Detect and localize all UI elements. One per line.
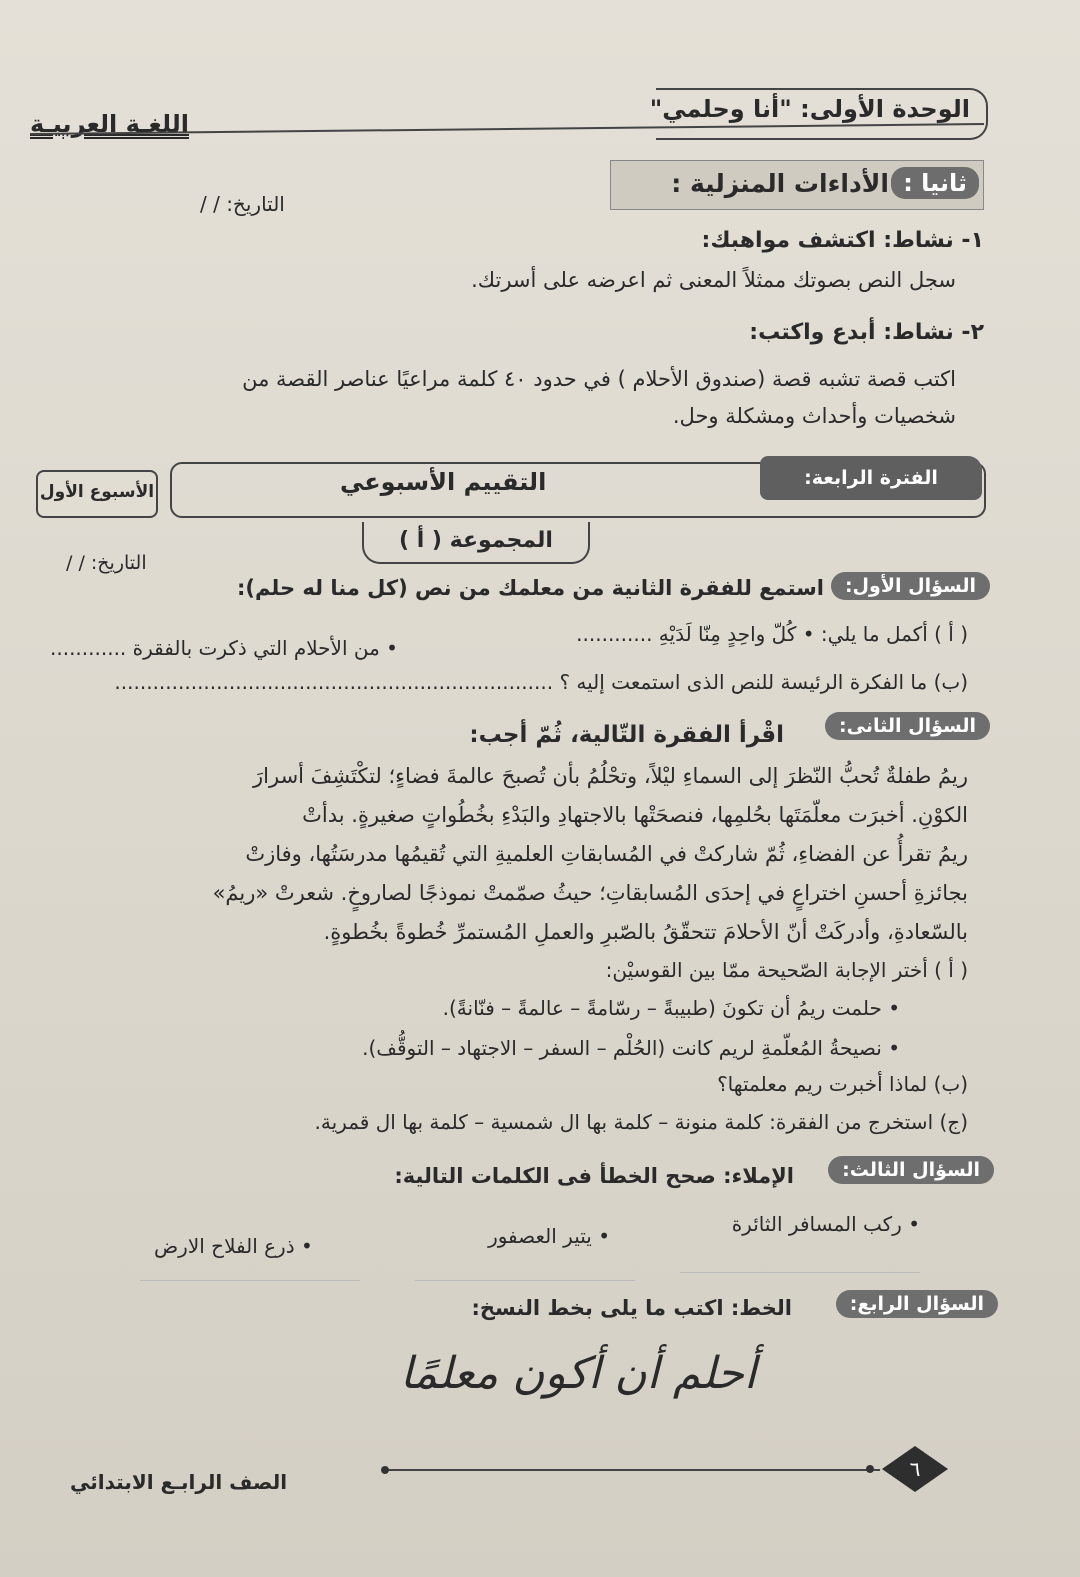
activity1-title: ١- نشاط: اكتشف مواهبك: (701, 228, 984, 253)
q2-passage-line5: بالسّعادةِ، وأدركَتْ أنّ الأحلامَ تتحقّقُ بالصّبرِ والعملِ المُستمرِّ خُطوةً بخُطوةٍ. (323, 920, 968, 944)
week-badge: الأسبوع الأول (36, 470, 158, 518)
q1-a-part2: • من الأحلام التي ذكرت بالفقرة ............ (50, 636, 398, 660)
q3-word2: • يتير العصفور (488, 1224, 610, 1248)
page-number: ٦ (909, 1457, 921, 1481)
q2-a-item2: • نصيحةُ المُعلّمةِ لريم كانت (الحُلْم – السفر – الاجتهاد – التوقُّف). (362, 1036, 900, 1060)
homework-section-title: الأداءات المنزلية : (671, 169, 889, 198)
q1-label: السؤال الأول: (831, 572, 990, 600)
activity2-line2: شخصيات وأحداث ومشكلة وحل. (672, 404, 956, 428)
activity2-title: ٢- نشاط: أبدع واكتب: (749, 320, 984, 345)
homework-section-box (610, 160, 984, 210)
q4-label: السؤال الرابع: (836, 1290, 998, 1318)
q1-b-line: (ب) ما الفكرة الرئيسة للنص الذى استمعت إليه ؟ ..................................................................... (114, 670, 968, 694)
footer-dot-left (381, 1466, 389, 1474)
grade-label: الصف الرابـع الابتدائي (70, 1470, 288, 1494)
q1-prompt: استمع للفقرة الثانية من معلمك من نص (كل منا له حلم): (236, 576, 824, 600)
q3-label: السؤال الثالث: (828, 1156, 994, 1184)
q2-a-title: ( أ ) أختر الإجابة الصّحيحة ممّا بين القوسيْن: (605, 958, 968, 982)
q2-passage-line4: بجائزةِ أحسنِ اختراعٍ في إحدَى المُسابقاتِ؛ حيثُ صمّمتْ نموذجًا لصاروخٍ. شعرتْ «ريمُ» (212, 881, 968, 905)
q3-word1: • ركب المسافر الثائرة (731, 1212, 920, 1236)
activity2-line1: اكتب قصة تشبه قصة (صندوق الأحلام ) في حدود ٤٠ كلمة مراعيًا عناصر القصة من (242, 367, 956, 391)
q2-prompt: اقْرأ الفقرة التّالية، ثُمّ أجب: (469, 722, 784, 748)
q3-answer-line3 (140, 1280, 360, 1281)
homework-date: التاريخ: / / (200, 192, 285, 216)
homework-section-number: ثانيا : (891, 167, 979, 199)
q1-a-part1: ( أ ) أكمل ما يلي: • كُلّ واحِدٍ مِنّا لَدَيْهِ ............ (576, 622, 968, 646)
q3-prompt: الإملاء: صحح الخطأ فى الكلمات التالية: (394, 1164, 794, 1188)
footer-dot-right (866, 1465, 874, 1473)
period-label: الفترة الرابعة: (760, 456, 982, 500)
q2-passage-line1: ريمُ طفلةٌ تُحبُّ النّظرَ إلى السماءِ ليْلاً، وتحْلُمُ بأن تُصبحَ عالمةَ فضاءٍ؛ لتكْتَشِفَ أسرارَ (253, 764, 968, 788)
page-number-badge (880, 1444, 950, 1494)
activity1-text: سجل النص بصوتك ممثلاً المعنى ثم اعرضه على أسرتك. (471, 268, 956, 292)
q2-b-line: (ب) لماذا أخبرت ريم معلمتها؟ (717, 1072, 968, 1096)
q2-label: السؤال الثانى: (825, 712, 990, 740)
q3-answer-line2 (415, 1280, 635, 1281)
unit-title: الوحدة الأولى: "أنا وحلمي" (649, 95, 970, 123)
assessment-date: التاريخ: / / (66, 552, 147, 574)
q3-answer-line1 (680, 1272, 920, 1273)
subject-title: اللغـة العربيـة (30, 110, 189, 138)
q2-passage-line2: الكوْنِ. أخبرَت معلّمَتَها بحُلمِها، فنصحَتْها بالاجتهادِ والبَدْءِ بخُطُواتٍ صغيرةٍ. بدأتْ (302, 803, 968, 827)
q2-a-item1: • حلمت ريمُ أن تكونَ (طبيبةً – رسّامةً – عالمةً – فنّانةً). (442, 996, 900, 1020)
group-label: المجموعة ( أ ) (362, 522, 590, 564)
q2-passage-line3: ريمُ تقرأُ عن الفضاءِ، ثُمّ شاركتْ في المُسابقاتِ العلميةِ التي تُقيمُها مدرسَتُها، وفازتْ (245, 842, 968, 866)
q3-word3: • ذرع الفلاح الارض (154, 1234, 313, 1258)
assessment-title: التقييم الأسبوعي (340, 468, 547, 496)
handwriting-sample: أحلم أن أكون معلمًا (400, 1348, 757, 1399)
footer-divider (385, 1469, 880, 1471)
q2-c-line: (ج) استخرج من الفقرة: كلمة منونة – كلمة بها ال شمسية – كلمة بها ال قمرية. (314, 1110, 968, 1134)
q4-prompt: الخط: اكتب ما يلى بخط النسخ: (471, 1296, 792, 1320)
